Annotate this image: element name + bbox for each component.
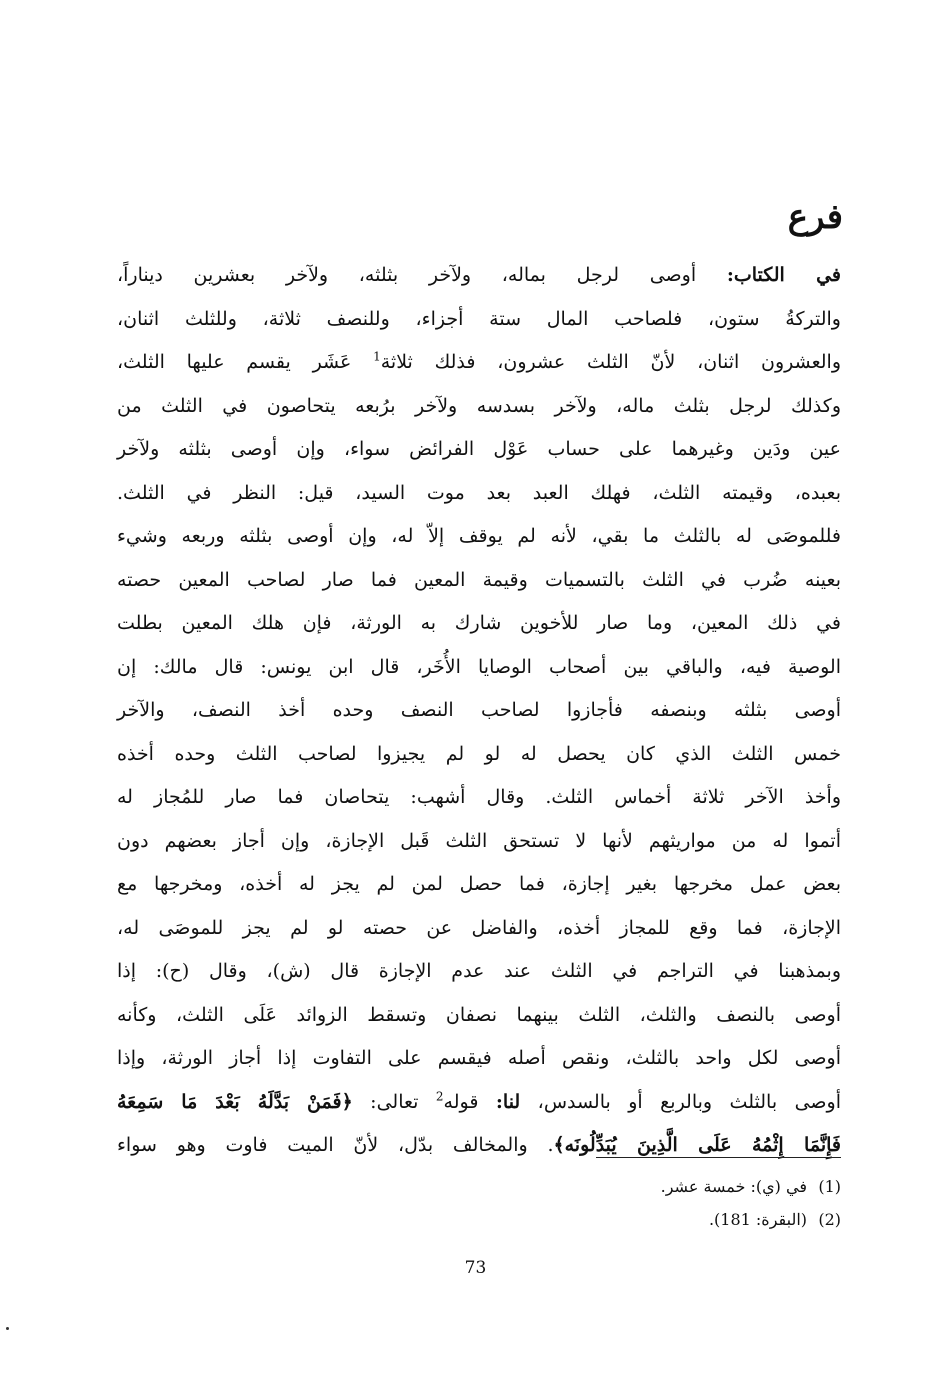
text-line: الإجازة، فما وقع للمجاز أخذه، والفاضل عن حصته لو لم يجز للموصَى له، [117,916,841,939]
scan-speck [6,1327,9,1330]
text-line: عين ودَين وغيرهما على حساب عَوْل الفرائض سواء، وإن أوصى بثلثه ولآخر [117,438,841,460]
footnote-number: (2) [818,1210,841,1229]
footnote-text: (البقرة: 181). [708,1210,807,1229]
text-line: وكذلك لرجل بثلث ماله، ولآخر بسدسه ولآخر برُبعه يتحاصون في الثلث من [117,394,841,417]
line-text: والعشرون اثنان، لأنّ الثلث عشرون، فذلك ثلاثة [380,351,841,373]
footnote-ref: 1 [373,349,381,364]
text-line: في ذلك المعين، وما صار للأخوين شارك به الورثة، فإن هلك المعين بطلت [117,612,841,634]
line-text: . والمخالف بدّل، لأنّ الميت فاوت وهو سواء [117,1134,554,1156]
text-line: الوصية فيه، والباقي بين أصحاب الوصايا الأُخَر، قال ابن يونس: قال مالك: إن [117,655,841,678]
footnotes [117,1170,841,1236]
footnote-divider [596,1157,841,1158]
text-line [117,1081,841,1125]
line-text: تعالى: [352,1090,436,1113]
body-text [117,254,841,1168]
text-line: خمس الثلث الذي كان يحصل له لو لم يجيزوا لصاحب الثلث وحده أخذه [117,742,841,765]
section-heading: فرع [787,197,843,237]
footnote [117,1203,841,1236]
text-line [117,254,841,298]
text-line: بعض عمل مخرجها بغير إجازة، فما حصل لمن لم يجز له أخذه، ومخرجها مع [117,873,841,895]
text-line [117,1124,841,1168]
footnote [117,1170,841,1203]
lead-term: في الكتاب: [726,264,841,286]
text-line: أوصى بالنصف والثلث، الثلث بينهما نصفان وتسقط الزوائد عَلَى الثلث، وكأنه [117,1003,841,1026]
lead-term: لنا: [495,1090,521,1113]
quran-quote: فَإِنَّمَا إِثْمُهُ عَلَى الَّذِينَ يُبَدِّلُونَه﴾ [553,1134,841,1156]
text-line: أوصى بثلثه وبنصفه فأجازوا لصاحب النصف وحده أخذ النصف، والآخر [117,699,841,721]
text-line: وأخذ الآخر ثلاثة أخماس الثلث. وقال أشهب: يتحاصان فما صار للمُجاز له [117,786,841,808]
text-line: أتموا له من مواريثهم لأنها لا تستحق الثلث قَبل الإجازة، وإن أجاز بعضهم دون [117,829,841,852]
quran-quote: ﴿فَمَنْ بَدَّلَهُ بَعْدَ مَا سَمِعَهُ [117,1090,353,1113]
footnote-number: (1) [818,1177,841,1196]
text-line: والتركةُ ستون، فلصاحب المال ستة أجزاء، وللنصف ثلاثة، وللثلث اثنان، [117,307,841,330]
line-text: عَشَر يقسم عليها الثلث، [117,351,374,373]
footnote-ref: 2 [435,1089,444,1104]
line-text: أوصى بالثلث وبالربع أو بالسدس، [520,1090,841,1113]
text-line [117,341,841,385]
footnote-text: في (ي): خمسة عشر. [660,1177,807,1196]
text-line: بعينه ضُرب في الثلث بالتسميات وقيمة المعين فما صار لصاحب المعين حصته [117,568,841,591]
page-number: 73 [464,1258,487,1278]
text-line: فللموصَى له بالثلث ما بقي، لأنه لم يوقف إلاّ له، وإن أوصى بثلثه وربعه وشيء [117,525,841,547]
text-line: أوصى لكل واحد بالثلث، ونقص أصله فيقسم على التفاوت إذا أجاز الورثة، وإذا [117,1047,841,1069]
line-text: قوله [443,1090,496,1113]
line-text: أوصى لرجل بماله، ولآخر بثلثه، ولآخر بعشرين ديناراً، [117,264,727,286]
text-line: وبمذهبنا في التراجم في الثلث عند عدم الإجازة قال (ش)، وقال (ح): إذا [117,960,841,982]
text-line: بعبده، وقيمته الثلث، فهلك العبد بعد موت السيد، قيل: النظر في الثلث. [117,481,841,504]
